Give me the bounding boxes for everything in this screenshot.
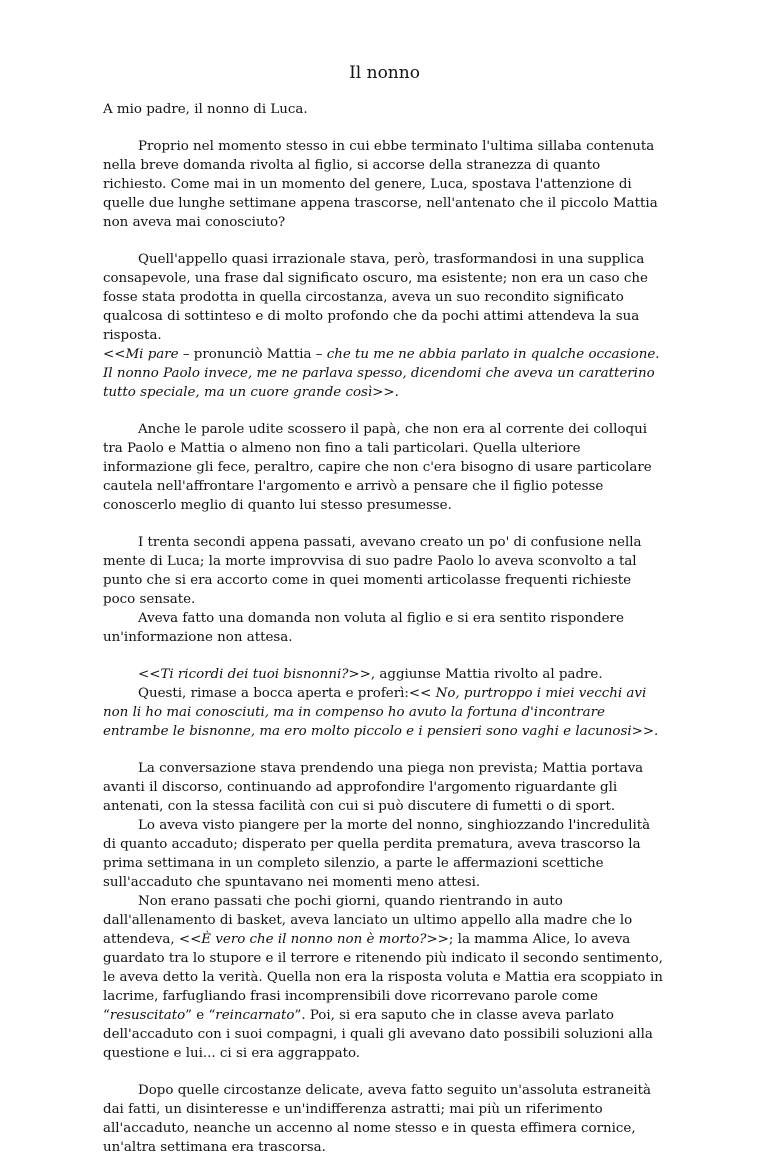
paragraph-12: Dopo quelle circostanze delicate, aveva fatto seguito un'assoluta estraneità dai fatti, un disinteresse e un'indifferenza astratti; mai più un riferimento all'accaduto, neanche un accenno al nome stesso e in questa effimera cornice, un'altra settimana era trascorsa. [103,1083,652,1155]
paragraph-3 [103,345,666,402]
narration: ”. Poi, si era saputo che in classe aveva parlato dell'accaduto con i suoi compagni, i quali gli avevano dato possibili soluzioni alla questione e lui... ci si era aggrappato. [103,1008,653,1061]
dialogue-italic: << No, purtroppo i miei vecchi avi non li ho mai conosciuti, ma in compenso ho avuto la fortuna d'incontrare entrambe le bisnonne, ma ero molto piccolo e i pensieri sono vaghi e lacunosi>>. [103,686,659,739]
narration: ” e “ [185,1008,216,1023]
narration: – pronunciò Mattia – [178,347,327,362]
paragraph-1: Proprio nel momento stesso in cui ebbe terminato l'ultima sillaba contenuta nella breve domanda rivolta al figlio, si accorse della stranezza di quanto richiesto. Come mai in un momento del genere, Luca, spostava l'attenzione di quelle due lunghe settimane appena trascorse, nell'antenato che il piccolo Mattia non aveva mai conosciuto? [103,139,658,230]
paragraph-4: Anche le parole udite scossero il papà, che non era al corrente dei colloqui tra Paolo e Mattia o almeno non fino a tali particolari. Quella ulteriore informazione gli fece, peraltro, capire che non c'era bisogno di usare particolare cautela nell'affrontare l'argomento e arrivò a pensare che il figlio potesse conoscerlo meglio di quanto lui stesso presumesse. [103,422,652,513]
dialogue-close: >>. [372,385,399,400]
dialogue-italic: <<Ti ricordi dei tuoi bisnonni?>> [138,667,371,682]
paragraph-9: La conversazione stava prendendo una piega non prevista; Mattia portava avanti il discorso, continuando ad approfondire l'argomento riguardante gli antenati, con la stessa facilità con cui si può discutere di fumetti o di sport. [103,761,644,814]
document-title: Il nonno [349,63,420,83]
paragraph-6: Aveva fatto una domanda non voluta al figlio e si era sentito rispondere un'informazione non attesa. [103,611,624,645]
quoted-word: resuscitato [109,1008,186,1023]
paragraph-7 [103,665,666,684]
dialogue-italic: che tu me ne abbia parlato in qualche occasione. Il nonno Paolo invece, me ne parlava spesso, dicendomi che aveva un caratterino tutto speciale, ma un cuore grande così [103,347,660,400]
narration: , aggiunse Mattia rivolto al padre. [370,667,603,682]
paragraph-11 [103,892,666,1063]
dedication: A mio padre, il nonno di Luca. [103,102,308,117]
narration: Non erano passati che pochi giorni, quando rientrando in auto dall'allenamento di basket, aveva lanciato un ultimo appello alla madre che lo attendeva, [103,894,633,947]
narration: ; la mamma Alice, lo aveva guardato tra lo stupore e il terrore e ritenendo più indicato il secondo sentimento, le aveva detto la verità. Quella non era la risposta voluta e Mattia era scoppiato in lacrime, farfugliando frasi incomprensibili dove ricorrevano parole come “ [103,932,663,1023]
paragraph-5: I trenta secondi appena passati, avevano creato un po' di confusione nella mente di Luca; la morte improvvisa di suo padre Paolo lo aveva sconvolto a tal punto che si era accorto come in quei momenti articolasse frequenti richieste poco sensate. [103,535,642,607]
paragraph-8 [103,684,666,741]
paragraph-2: Quell'appello quasi irrazionale stava, però, trasformandosi in una supplica consapevole, una frase dal significato oscuro, ma esistente; non era un caso che fosse stata prodotta in quella circostanza, aveva un suo recondito significato qualcosa di sottinteso e di molto profondo che da pochi attimi attendeva la sua risposta. [103,252,648,343]
dialogue-italic: <<È vero che il nonno non è morto?>> [178,932,449,947]
narration: Questi, rimase a bocca aperta e proferì: [138,686,409,701]
paragraph-10: Lo aveva visto piangere per la morte del nonno, singhiozzando l'incredulità di quanto accaduto; disperato per quella perdita prematura, aveva trascorso la prima settimana in un completo silenzio, a parte le affermazioni scettiche sull'accaduto che spuntavano nei momenti meno attesi. [103,818,651,890]
quoted-word: reincarnato [215,1008,295,1023]
dialogue-italic: <<Mi pare [103,347,179,362]
